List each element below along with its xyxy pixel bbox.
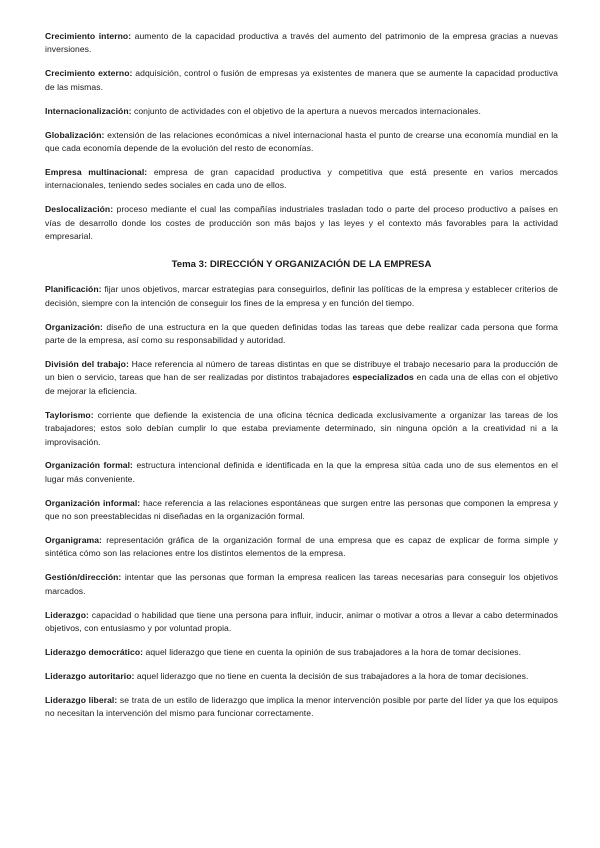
definition-term: Liderazgo liberal: xyxy=(45,694,118,705)
definition-term: Gestión/dirección: xyxy=(45,572,122,583)
definition-text: diseño de una estructura en la que queden definidas todas las tareas que debe realizar cada persona que forma parte de la empresa, así como su responsabilidad y autoridad. xyxy=(45,321,558,346)
definition-taylorismo xyxy=(45,409,558,449)
definition-liderazgo-autoritario xyxy=(45,670,558,683)
definition-text: representación gráfica de la organización formal de una empresa que es capaz de explicar de forma simple y sintética cómo son las relaciones entre los distintos elementos de la empresa. xyxy=(45,535,558,559)
definition-organigrama xyxy=(45,534,558,561)
definition-text: corriente que defiende la existencia de una oficina técnica dedicada exclusivamente a organizar las tareas de los trabajadores; estos solo debían cumplir lo que estaba previamente determinado, sin ninguna opción a la creatividad ni a la improvisación. xyxy=(45,409,558,447)
definition-term: Liderazgo democrático: xyxy=(45,647,144,657)
definition-text: aumento de la capacidad productiva a través del aumento del patrimonio de la empresa gracias a nuevas inversiones. xyxy=(45,31,558,55)
definition-text: adquisición, control o fusión de empresas ya existentes de manera que se aumente la capacidad productiva de las mismas. xyxy=(45,68,558,92)
definition-text: capacidad o habilidad que tiene una persona para influir, inducir, animar o motivar a otros a llevar a cabo determinados objetivos, con entusiasmo y por voluntad propia. xyxy=(45,609,558,634)
definition-deslocalizacion xyxy=(45,203,558,243)
definition-liderazgo-democratico xyxy=(45,646,558,659)
definition-text: hace referencia a las relaciones espontáneas que surgen entre las personas que componen la empresa y que no son preestablecidas ni diseñadas en la organización formal. xyxy=(45,497,559,522)
definition-globalizacion xyxy=(45,129,558,156)
definition-term: Deslocalización: xyxy=(45,204,114,215)
definition-text: empresa de gran capacidad productiva y competitiva que está presente en varios mercados internacionales, teniendo sedes sociales en cada uno de ellos. xyxy=(45,166,559,191)
definition-liderazgo xyxy=(45,609,558,636)
definition-text: conjunto de actividades con el objetivo de la apertura a nuevos mercados internacionales. xyxy=(131,105,481,116)
emphasized-word: especializados xyxy=(352,372,414,383)
definition-term: Liderazgo autoritario: xyxy=(45,670,135,681)
definition-gestion-direccion xyxy=(45,571,558,598)
definition-liderazgo-liberal xyxy=(45,694,558,721)
definition-empresa-multinacional xyxy=(45,166,558,193)
definition-text: aquel liderazgo que no tiene en cuenta la decisión de sus trabajadores a la hora de tomar decisiones. xyxy=(134,670,529,681)
definition-term: Organigrama: xyxy=(45,535,102,546)
definition-term: División del trabajo: xyxy=(45,359,129,369)
definition-text: proceso mediante el cual las compañías industriales trasladan todo o parte del proceso productivo a países en vías de desarrollo donde los costes de producción son más bajos y las leyes y el contexto más favorables para la actividad empresarial. xyxy=(45,204,558,241)
definition-term: Organización: xyxy=(45,321,103,332)
document-page xyxy=(45,30,558,731)
definition-organizacion-informal xyxy=(45,497,558,524)
definition-text-continued: en cada una de ellas con el objetivo de mejorar la eficiencia. xyxy=(45,372,559,396)
definition-term: Crecimiento interno: xyxy=(45,31,132,41)
definition-term: Organización formal: xyxy=(45,460,133,471)
definition-term: Crecimiento externo: xyxy=(45,68,133,79)
definition-organizacion-formal xyxy=(45,459,558,486)
definition-text: estructura intencional definida e identificada en la que la empresa sitúa cada uno de sus elementos en el lugar más conveniente. xyxy=(45,460,558,484)
definition-crecimiento-externo xyxy=(45,67,558,94)
definition-term: Empresa multinacional: xyxy=(45,166,148,177)
definition-text: aquel liderazgo que tiene en cuenta la opinión de sus trabajadores a la hora de tomar decisiones. xyxy=(143,647,522,657)
definition-text: fijar unos objetivos, marcar estrategias para conseguirlos, definir las políticas de la empresa y establecer criterios de decisión, siempre con la intención de conseguir los fines de la empresa y en función del tiempo. xyxy=(45,284,558,308)
definition-term: Globalización: xyxy=(45,129,105,140)
definition-text: se trata de un estilo de liderazgo que implica la menor intervención posible por parte del líder ya que los equipos no necesitan la intervención del mismo para funcionar correctamente. xyxy=(45,694,558,719)
definition-term: Internacionalización: xyxy=(45,105,132,116)
definition-text: extensión de las relaciones económicas a nivel internacional hasta el punto de crearse una economía mundial en la que cada economía depende de la evolución del resto de economías. xyxy=(45,129,558,153)
definition-term: Liderazgo: xyxy=(45,609,89,620)
definition-term: Planificación: xyxy=(45,284,102,295)
definition-term: Organización informal: xyxy=(45,497,141,508)
section-title: Tema 3: DIRECCIÓN Y ORGANIZACIÓN DE LA EMPRESA xyxy=(171,259,432,271)
definition-text: Hace referencia al número de tareas distintas en que se distribuye el trabajo necesario para la producción de un bien o servicio, tareas que han de ser realizadas por distintos trabajadores xyxy=(45,359,558,383)
definition-text: intentar que las personas que forman la empresa realicen las tareas necesarias para conseguir los objetivos marcados. xyxy=(45,572,558,596)
definition-term: Taylorismo: xyxy=(45,409,94,420)
definition-internacionalizacion xyxy=(45,105,558,118)
definition-division-del-trabajo xyxy=(45,358,558,398)
definition-planificacion xyxy=(45,283,558,310)
definition-organizacion xyxy=(45,321,558,348)
definition-crecimiento-interno xyxy=(45,30,558,57)
